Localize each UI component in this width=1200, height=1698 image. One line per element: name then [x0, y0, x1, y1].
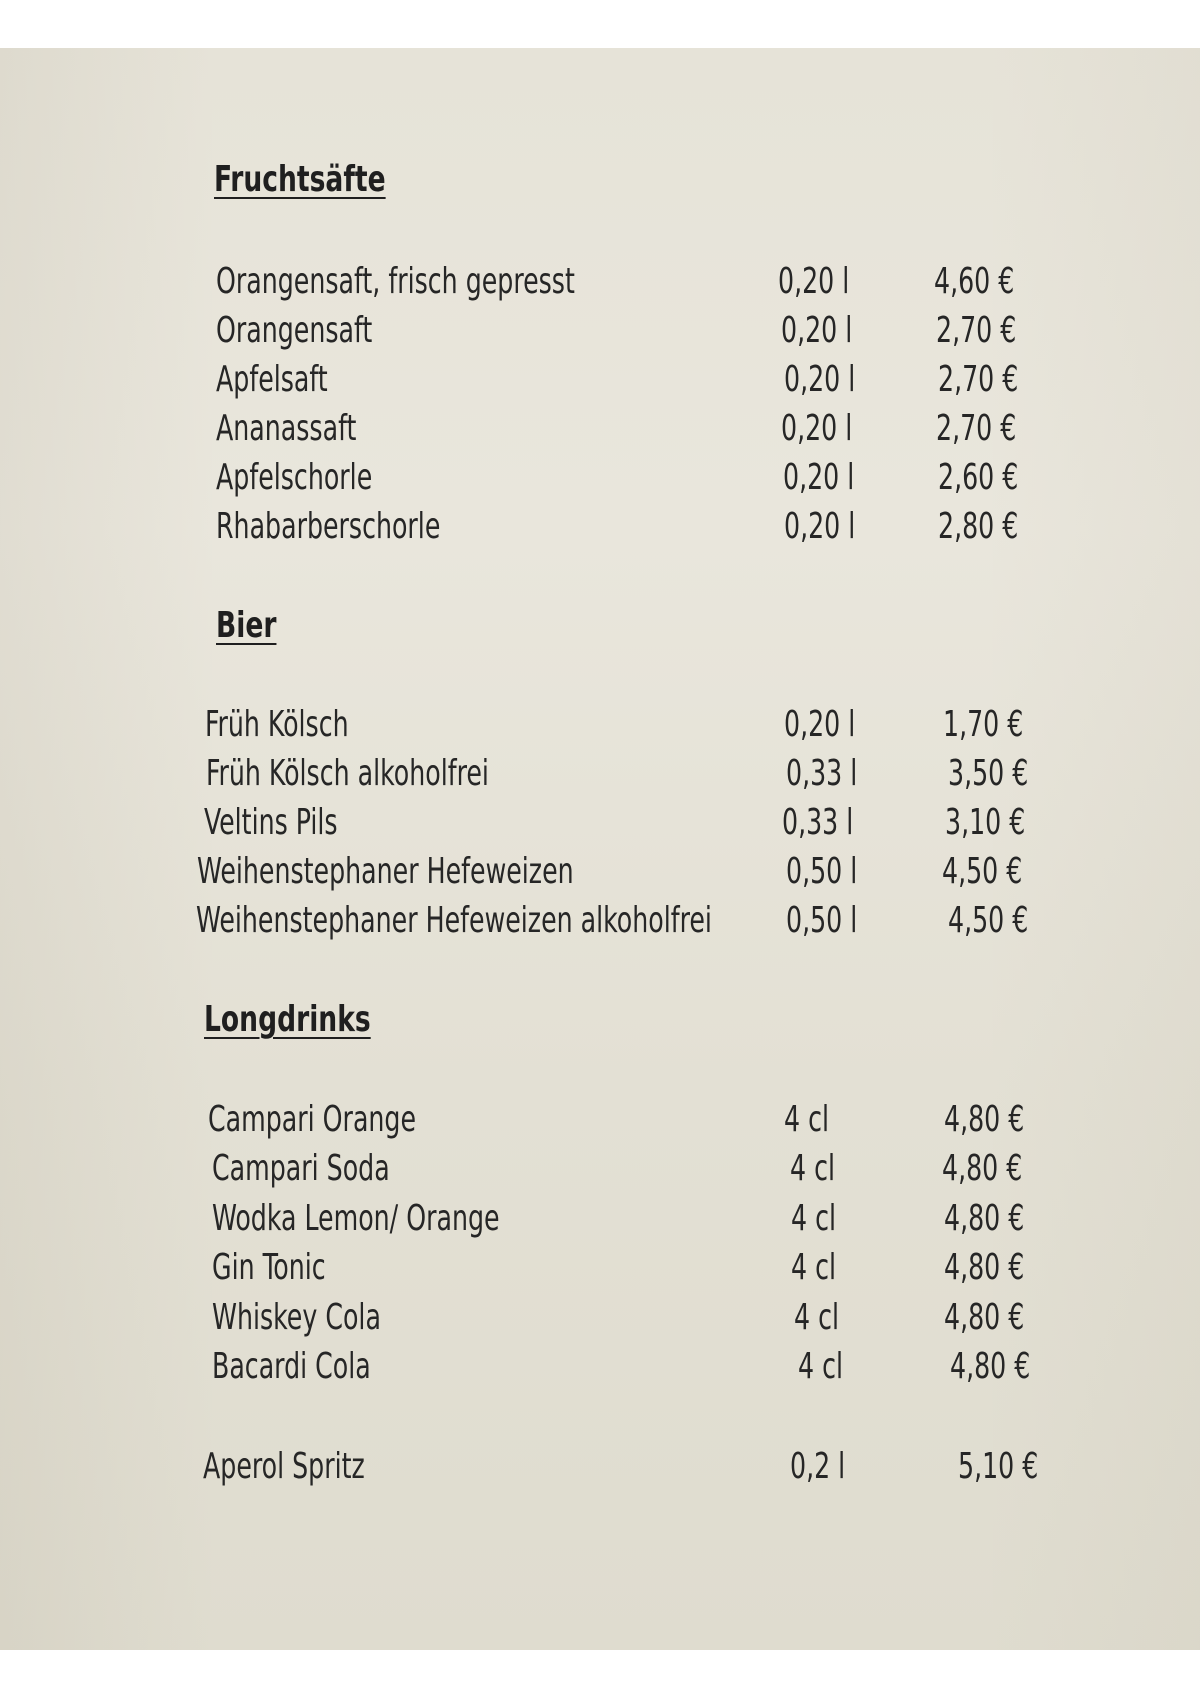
item-name: Campari Soda [212, 1148, 390, 1189]
item-name: Apfelsaft [216, 359, 328, 400]
item-volume: 0,20 l [783, 457, 855, 498]
section-heading-fruchtsaefte: Fruchtsäfte [214, 159, 386, 200]
item-price: 1,70 € [943, 704, 1024, 745]
item-volume: 0,50 l [786, 851, 858, 892]
menu-page [0, 48, 1200, 1650]
menu-item [0, 355, 1200, 405]
menu-item [0, 896, 1200, 946]
item-price: 2,70 € [936, 310, 1017, 351]
menu-item [0, 1342, 1200, 1392]
item-price: 4,60 € [934, 261, 1015, 302]
item-name: Orangensaft [216, 310, 373, 351]
menu-item [0, 847, 1200, 897]
item-volume: 0,20 l [784, 704, 856, 745]
menu-item [0, 404, 1200, 454]
item-name: Bacardi Cola [212, 1346, 371, 1387]
item-name: Apfelschorle [216, 457, 373, 498]
item-price: 2,80 € [938, 506, 1019, 547]
item-price: 4,80 € [944, 1297, 1025, 1338]
item-name: Ananassaft [216, 408, 357, 449]
section-heading-longdrinks: Longdrinks [204, 999, 371, 1040]
item-price: 4,80 € [942, 1148, 1023, 1189]
item-name: Weihenstephaner Hefeweizen alkoholfrei [196, 900, 712, 941]
item-price: 3,50 € [948, 753, 1029, 794]
menu-item [0, 1144, 1200, 1194]
item-price: 2,70 € [938, 359, 1019, 400]
item-volume: 4 cl [791, 1198, 837, 1239]
item-price: 4,80 € [950, 1346, 1031, 1387]
item-name: Whiskey Cola [212, 1297, 381, 1338]
item-volume: 4 cl [784, 1099, 830, 1140]
menu-item [0, 1194, 1200, 1244]
item-price: 2,60 € [938, 457, 1019, 498]
item-name: Orangensaft, frisch gepresst [216, 261, 575, 302]
item-price: 4,80 € [944, 1099, 1025, 1140]
item-name: Weihenstephaner Hefeweizen [197, 851, 574, 892]
item-price: 3,10 € [945, 802, 1026, 843]
item-volume: 0,33 l [782, 802, 854, 843]
item-price: 4,80 € [944, 1247, 1025, 1288]
item-volume: 4 cl [794, 1297, 840, 1338]
item-volume: 0,20 l [784, 359, 856, 400]
item-volume: 0,20 l [784, 506, 856, 547]
menu-item [0, 453, 1200, 503]
menu-item [0, 749, 1200, 799]
item-volume: 0,50 l [786, 900, 858, 941]
menu-item [0, 1095, 1200, 1145]
item-volume: 0,20 l [781, 408, 853, 449]
item-price: 5,10 € [958, 1446, 1039, 1487]
menu-item [0, 502, 1200, 552]
item-name: Aperol Spritz [203, 1446, 365, 1487]
item-name: Gin Tonic [212, 1247, 326, 1288]
item-volume: 4 cl [798, 1346, 844, 1387]
item-volume: 0,2 l [790, 1446, 846, 1487]
item-name: Wodka Lemon/ Orange [212, 1198, 500, 1239]
item-price: 4,50 € [942, 851, 1023, 892]
item-volume: 4 cl [791, 1247, 837, 1288]
menu-item [0, 798, 1200, 848]
item-price: 4,80 € [944, 1198, 1025, 1239]
item-price: 4,50 € [948, 900, 1029, 941]
item-name: Früh Kölsch [205, 704, 349, 745]
item-volume: 0,20 l [778, 261, 850, 302]
menu-item [0, 306, 1200, 356]
item-volume: 0,33 l [786, 753, 858, 794]
item-name: Veltins Pils [204, 802, 338, 843]
item-price: 2,70 € [936, 408, 1017, 449]
item-name: Rhabarberschorle [216, 506, 441, 547]
menu-item [0, 700, 1200, 750]
menu-item [0, 1442, 1200, 1492]
section-heading-bier: Bier [216, 605, 277, 646]
item-volume: 0,20 l [781, 310, 853, 351]
menu-item [0, 1293, 1200, 1343]
menu-item [0, 1243, 1200, 1293]
menu-item [0, 257, 1200, 307]
item-volume: 4 cl [790, 1148, 836, 1189]
item-name: Campari Orange [208, 1099, 417, 1140]
item-name: Früh Kölsch alkoholfrei [206, 753, 489, 794]
